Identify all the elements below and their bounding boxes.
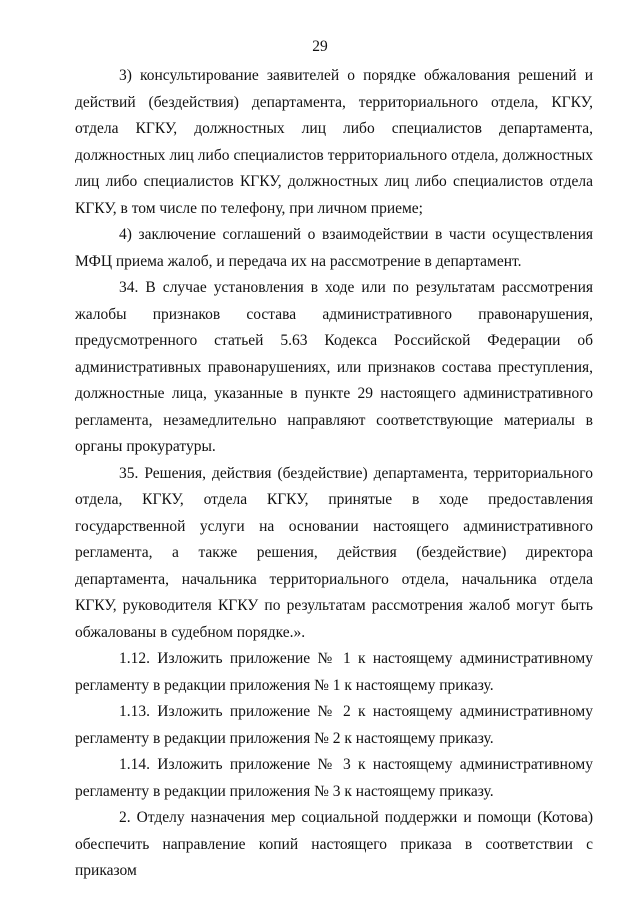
paragraph-1-12: 1.12. Изложить приложение № 1 к настоящему административному регламенту в редакции приложения № 1 к настоящему приказу. [75,650,593,694]
document-body [75,63,593,885]
paragraph-35: 35. Решения, действия (бездействие) департамента, территориального отдела, КГКУ, отдела КГКУ, принятые в ходе предоставления государственной услуги на основании настоящего административного регламента, а также решения, действия (бездействие) директора департамента, начальника территориального отдела, начальника отдела КГКУ, руководителя КГКУ по результатам рассмотрения жалоб могут быть обжалованы в судебном порядке.». [75,464,593,641]
paragraph-consultation: 3) консультирование заявителей о порядке обжалования решений и действий (бездействия) департамента, территориального отдела, КГКУ, отдела КГКУ, должностных лиц либо специалистов департамента, должностных лиц либо специалистов территориального отдела, должностных лиц либо специалистов КГКУ, должностных лиц либо специалистов отдела КГКУ, в том числе по телефону, при личном приеме; [75,67,593,217]
paragraph-1-14: 1.14. Изложить приложение № 3 к настоящему административному регламенту в редакции приложения № 3 к настоящему приказу. [75,756,593,800]
paragraph-agreements: 4) заключение соглашений о взаимодействии в части осуществления МФЦ приема жалоб, и передача их на рассмотрение в департамент. [75,226,593,270]
paragraph-1-13: 1.13. Изложить приложение № 2 к настоящему административному регламенту в редакции приложения № 2 к настоящему приказу. [75,703,593,747]
paragraph-2: 2. Отделу назначения мер социальной поддержки и помощи (Котова) обеспечить направление копий настоящего приказа в соответствии с приказом [75,809,593,879]
page-number: 29 [312,38,328,55]
paragraph-34: 34. В случае установления в ходе или по результатам рассмотрения жалобы признаков состава административного правонарушения, предусмотренного статьей 5.63 Кодекса Российской Федерации об административных правонарушениях, или признаков состава преступления, должностные лица, указанные в пункте 29 настоящего административного регламента, незамедлительно направляют соответствующие материалы в органы прокуратуры. [75,279,593,455]
